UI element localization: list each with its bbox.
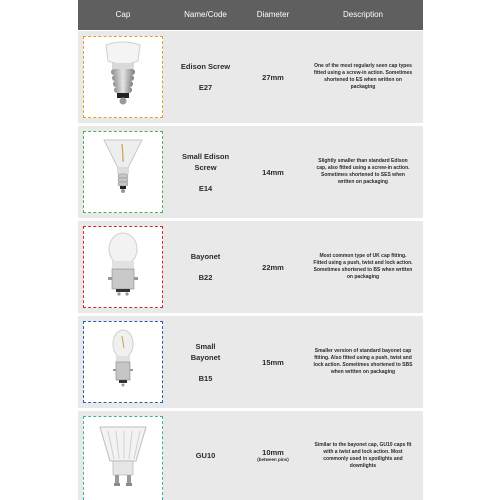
cap-image-box (83, 131, 163, 213)
cap-diameter-value: 14mm (262, 167, 284, 177)
header-cap: Cap (115, 10, 131, 19)
cap-diameter-value: 22mm (262, 262, 284, 272)
cap-diameter (243, 221, 303, 313)
cap-diameter-value: 27mm (262, 72, 284, 82)
cap-description: One of the most regularly seen cap types fitted using a screw-in action. Sometimes shortened to ES when written on packaging (313, 63, 413, 90)
header-name-code: Name/Code (184, 10, 227, 19)
cap-diameter-value: 10mm (262, 448, 284, 457)
cap-name (168, 316, 243, 408)
header-description: Description (342, 10, 383, 19)
gu10-cap-icon (84, 417, 162, 499)
cap-diameter (243, 31, 303, 123)
cap-image-box (83, 226, 163, 308)
table-row (78, 221, 423, 313)
cap-name-label: GU10 (195, 451, 216, 460)
cap-diameter (243, 411, 303, 500)
table-row (78, 411, 423, 500)
bulb-cap-table (78, 0, 423, 500)
cap-diameter (243, 316, 303, 408)
cap-name-label: Small Edison Screw (181, 151, 230, 172)
cap-name-label: Bayonet (190, 252, 221, 261)
cap-description: Smaller version of standard bayonet cap fitting. Also fitted using a push, twist and lock action. Sometimes shortened to SBS when written on packaging (313, 348, 413, 375)
cap-diameter-note: (between pins) (257, 457, 289, 462)
cap-name-label: Small Bayonet (190, 341, 221, 362)
cap-description: Most common type of UK cap fitting. Fitted using a push, twist and lock action. Sometimes shortened to BS when written on packaging (313, 253, 413, 280)
cap-description: Slightly smaller than standard Edison cap, also fitted using a screw-in action. Sometimes shortened to SES when written on packaging (316, 158, 410, 185)
cap-description: Similar to the bayonet cap, GU10 caps fit with a twist and lock action. Most commonly used in spotlights and downlights (314, 441, 412, 469)
cap-code: B22 (198, 273, 213, 282)
table-row (78, 316, 423, 408)
cap-image-box (83, 36, 163, 118)
cap-diameter (243, 126, 303, 218)
cap-name-label: Edison Screw (180, 62, 231, 71)
edison-screw-cap-icon (84, 37, 162, 117)
cap-image-box (83, 416, 163, 500)
table-row (78, 31, 423, 123)
cap-name (168, 411, 243, 500)
cap-code: B15 (198, 373, 213, 383)
cap-name (168, 221, 243, 313)
cap-diameter-value: 15mm (262, 357, 284, 367)
cap-name (168, 126, 243, 218)
cap-image-box (83, 321, 163, 403)
bayonet-cap-icon (84, 227, 162, 307)
cap-code: E27 (198, 83, 213, 92)
table-header (78, 0, 423, 30)
cap-code: E14 (198, 183, 213, 193)
table-row (78, 126, 423, 218)
small-edison-screw-cap-icon (84, 132, 162, 212)
small-bayonet-cap-icon (84, 322, 162, 402)
header-diameter: Diameter (256, 10, 290, 19)
cap-name (168, 31, 243, 123)
